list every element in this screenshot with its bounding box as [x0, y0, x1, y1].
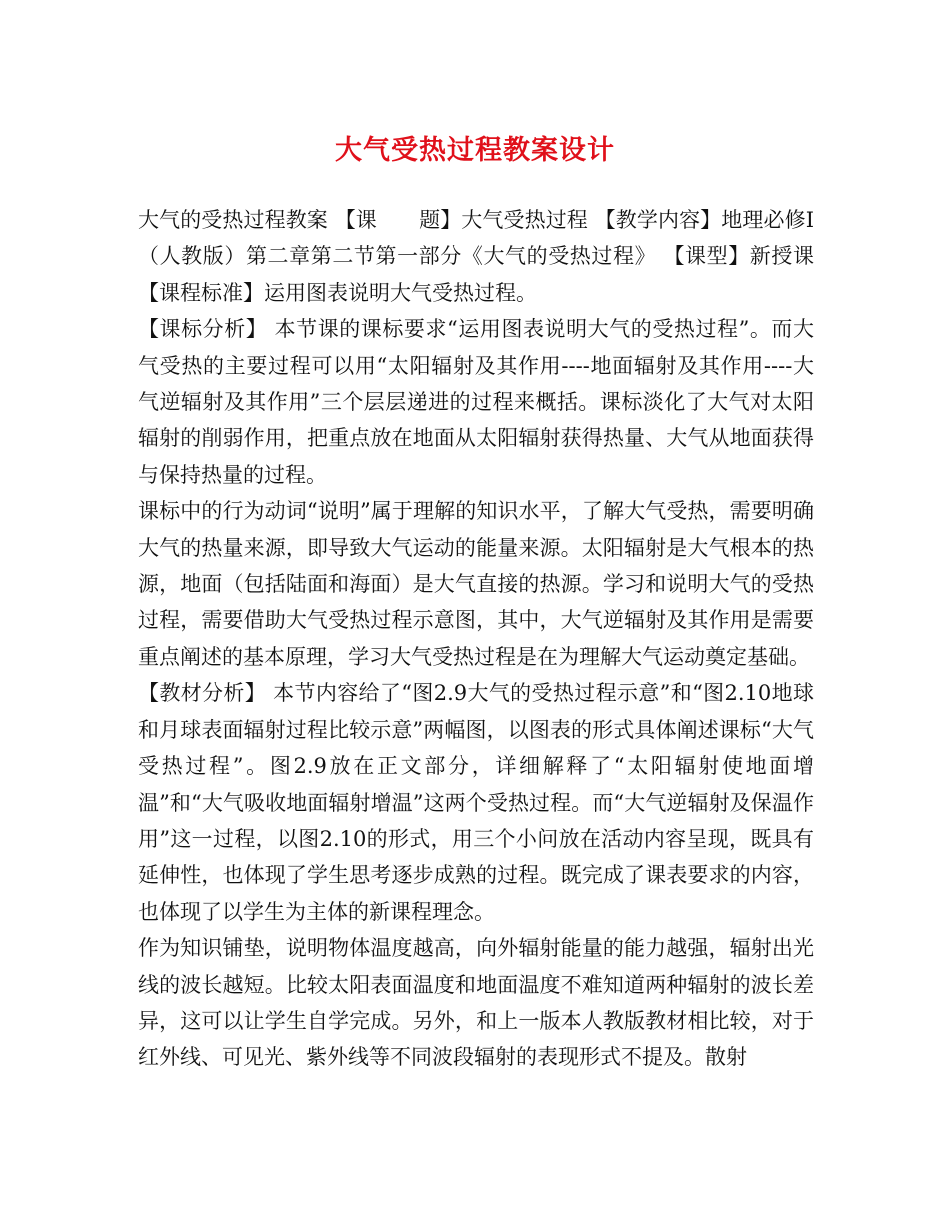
- paragraph-knowledge-foundation: 作为知识铺垫，说明物体温度越高，向外辐射能量的能力越强，辐射出光线的波长越短。比较太阳表面温度和地面温度不难知道两种辐射的波长差异，这可以让学生自学完成。另外，和上一版本人教版教材相比较，对于红外线、可见光、紫外线等不同波段辐射的表现形式不提及。散射: [138, 936, 814, 1070]
- paragraph-intro: 大气的受热过程教案 【课 题】大气受热过程 【教学内容】地理必修Ⅰ（人教版）第二章第二节第一部分《大气的受热过程》 【课型】新授课 【课程标准】运用图表说明大气受热过程。: [138, 208, 814, 305]
- paragraph-textbook-analysis: 【教材分析】 本节内容给了“图2.9大气的受热过程示意”和“图2.10地球和月球表面辐射过程比较示意”两幅图，以图表的形式具体阐述课标“大气受热过程”。图2.9放在正文部分，详细解释了“太阳辐射使地面增温”和“大气吸收地面辐射增温”这两个受热过程。而“大气逆辐射及保温作用”这一过程，以图2.10的形式，用三个小问放在活动内容呈现，既具有延伸性，也体现了学生思考逐步成熟的过程。既完成了课表要求的内容，也体现了以学生为主体的新课程理念。: [138, 681, 814, 924]
- document-body: [138, 202, 814, 1076]
- document-title: 大气受热过程教案设计: [335, 135, 615, 166]
- paragraph-curriculum-analysis: 【课标分析】 本节课的课标要求“运用图表说明大气的受热过程”。而大气受热的主要过程可以用“太阳辐射及其作用----地面辐射及其作用----大气逆辐射及其作用”三个层层递进的过程来概括。课标淡化了大气对太阳辐射的削弱作用，把重点放在地面从太阳辐射获得热量、大气从地面获得与保持热量的过程。: [138, 317, 814, 487]
- paragraph-curriculum-verb: 课标中的行为动词“说明”属于理解的知识水平，了解大气受热，需要明确大气的热量来源，即导致大气运动的能量来源。太阳辐射是大气根本的热源，地面（包括陆面和海面）是大气直接的热源。学习和说明大气的受热过程，需要借助大气受热过程示意图，其中，大气逆辐射及其作用是需要重点阐述的基本原理，学习大气受热过程是在为理解大气运动奠定基础。: [138, 499, 814, 669]
